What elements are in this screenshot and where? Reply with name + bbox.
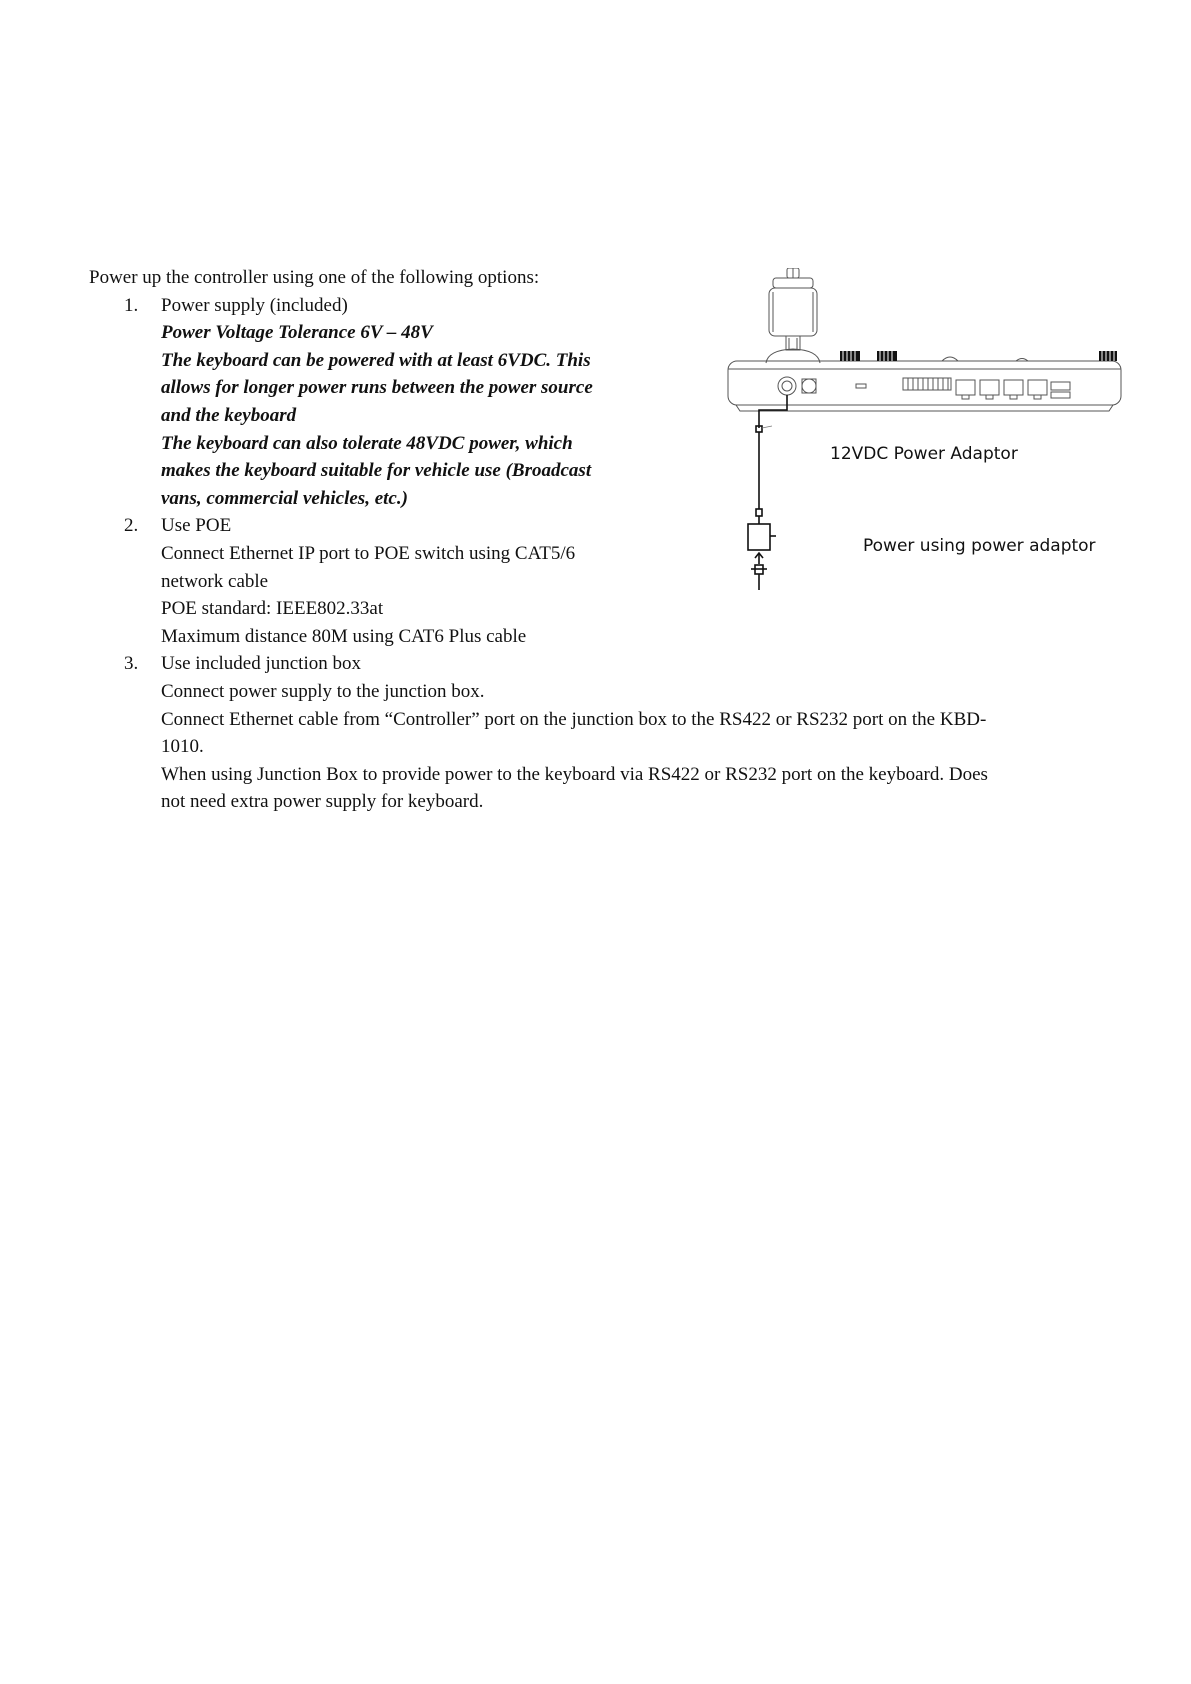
detail-line: allows for longer power runs between the power source: [161, 377, 593, 399]
detail-line: Connect Ethernet IP port to POE switch using CAT5/6: [161, 542, 576, 564]
detail-line: makes the keyboard suitable for vehicle use (Broadcast: [161, 460, 592, 482]
detail-line: POE standard: IEEE802.33at: [161, 598, 384, 620]
option-poe-details: [161, 540, 631, 650]
option-number: 3.: [124, 653, 139, 675]
keyboard-power-diagram: [726, 268, 1126, 598]
detail-line: Maximum distance 80M using CAT6 Plus cable: [161, 625, 527, 647]
detail-line: When using Junction Box to provide power to the keyboard via RS422 or RS232 port on the keyboard. Does: [161, 763, 988, 785]
option-number: 2.: [124, 515, 139, 537]
option-power-supply-details: [161, 319, 631, 512]
adaptor-label: 12VDC Power Adaptor: [830, 444, 1018, 464]
detail-line: network cable: [161, 570, 269, 592]
option-number: 1.: [124, 294, 139, 316]
detail-line: and the keyboard: [161, 404, 297, 426]
detail-line: Connect power supply to the junction box.: [161, 680, 485, 702]
option-junction-box-details: [161, 678, 1041, 816]
detail-line: not need extra power supply for keyboard.: [161, 791, 484, 813]
detail-line: Power Voltage Tolerance 6V – 48V: [161, 322, 433, 344]
detail-line: Connect Ethernet cable from “Controller” port on the junction box to the RS422 or RS232 port on the KBD-: [161, 708, 987, 730]
detail-line: The keyboard can be powered with at least 6VDC. This: [161, 349, 591, 371]
option-junction-box: [89, 650, 1119, 678]
intro-text: Power up the controller using one of the following options:: [89, 267, 540, 288]
diagram-caption: Power using power adaptor: [863, 536, 1096, 556]
detail-line: The keyboard can also tolerate 48VDC power, which: [161, 432, 573, 454]
detail-line: 1010.: [161, 736, 204, 758]
option-title: Use included junction box: [161, 653, 361, 675]
option-title: Power supply (included): [161, 294, 348, 316]
option-title: Use POE: [161, 515, 232, 537]
detail-line: vans, commercial vehicles, etc.): [161, 487, 408, 509]
